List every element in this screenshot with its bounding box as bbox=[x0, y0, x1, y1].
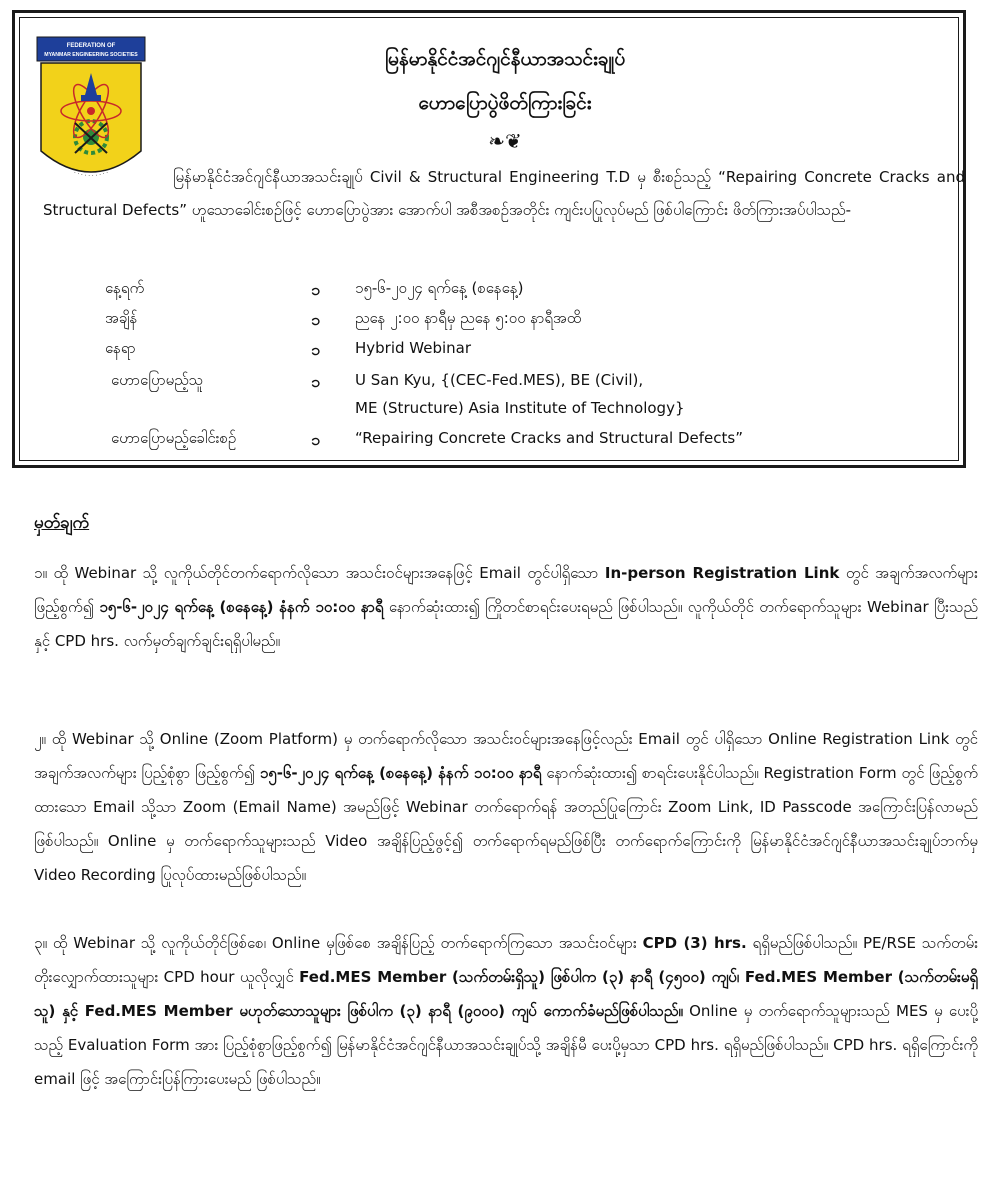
detail-separator: ၁ bbox=[311, 430, 320, 449]
detail-value: Hybrid Webinar bbox=[355, 339, 472, 357]
detail-row-topic bbox=[15, 429, 969, 459]
note-text: ရရှိမည်ဖြစ်ပါသည်။ PE/RSE သက်တမ်းတိုးလျှောက်ထားသူများ CPD hour ယူလိုလျှင် bbox=[34, 934, 978, 986]
note-text: နောက်ဆုံးထား၍ စာရင်းပေးနိုင်ပါသည်။ Registration Form တွင် ဖြည့်စွက်ထားသော Email သို့သာ Zoom (Email Name) အမည်ဖြင့် Webinar တက်ရောက်ရန် အတည်ပြုကြောင်း Zoom Link, ID Passcode အကြောင်းပြန်လာမည် ဖြစ်ပါသည်။ Online မှ တက်ရောက်သူများသည် Video အချိန်ပြည့်ဖွင့်၍ တက်ရောက်ရမည်ဖြစ်ပြီး တက်ရောက်ကြောင်းကို မြန်မာနိုင်ငံအင်ဂျင်နီယာအသင်းချုပ်ဘက်မှ Video Recording ပြုလုပ်ထားမည်ဖြစ်ပါသည်။ bbox=[34, 764, 978, 884]
svg-text:· · · · · · · · · ·: · · · · · · · · · · bbox=[72, 169, 110, 180]
detail-value: ME (Structure) Asia Institute of Technology} bbox=[355, 399, 685, 417]
note-text: နောက်ဆုံးထား၍ ကြိုတင်စာရင်းပေးရမည် ဖြစ်ပါသည်။ လူကိုယ်တိုင် တက်ရောက်သူများ Webinar ပြီးသည်နှင့် CPD hrs. လက်မှတ်ချက်ချင်းရရှိပါမည်။ bbox=[34, 598, 978, 650]
detail-separator: ၁ bbox=[311, 340, 320, 359]
detail-value: ၁၅-၆-၂၀၂၄ ရက်နေ့ (စနေနေ့) bbox=[355, 279, 524, 297]
intro-text: မြန်မာနိုင်ငံအင်ဂျင်နီယာအသင်းချုပ် Civil & Structural Engineering T.D မှ စီးစဉ်သည့် “Repairing Concrete Cracks and Structural Defects” ဟူသောခေါင်းစဉ်ဖြင့် ဟောပြောပွဲအား အောက်ပါ အစီအစဉ်အတိုင်း ကျင်းပပြုလုပ်မည် ဖြစ်ပါကြောင်း ဖိတ်ကြားအပ်ပါသည်- bbox=[43, 168, 965, 219]
note-text: ၃။ ထို Webinar သို့ လူကိုယ်တိုင်ဖြစ်စေ၊ Online မှဖြစ်စေ အချိန်ပြည့် တက်ရောက်ကြသော အသင်းဝင်များ bbox=[34, 934, 643, 952]
detail-separator: ၁ bbox=[311, 280, 320, 299]
detail-row-date bbox=[15, 279, 969, 309]
note-1 bbox=[34, 556, 978, 658]
note-emphasis: Fed.MES Member (သက်တမ်းရှိသူ) ဖြစ်ပါက (၃) နာရီ (၄၅၀၀) ကျပ်၊ Fed.MES Member (သက်တမ်းမရှိသူ) နှင့် Fed.MES Member မဟုတ်သောသူများ ဖြစ်ပါက (၃) နာရီ (၉၀၀၀) ကျပ် ကောက်ခံမည်ဖြစ်ပါသည်။ bbox=[34, 968, 978, 1020]
note-emphasis: ၁၅-၆-၂၀၂၄ ရက်နေ့ (စနေနေ့) နံနက် ၁၀:၀၀ နာရီ bbox=[99, 598, 384, 616]
announcement-box bbox=[12, 10, 966, 468]
org-title: မြန်မာနိုင်ငံအင်ဂျင်နီယာအသင်းချုပ် bbox=[384, 48, 626, 70]
detail-label: ဟောပြောမည့်ခေါင်းစဉ် bbox=[111, 429, 237, 447]
note-emphasis: CPD (3) hrs. bbox=[642, 934, 747, 952]
detail-label: အချိန် bbox=[105, 309, 138, 327]
detail-value: U San Kyu, {(CEC-Fed.MES), BE (Civil), bbox=[355, 371, 644, 389]
detail-value: “Repairing Concrete Cracks and Structural Defects” bbox=[355, 429, 743, 447]
note-2 bbox=[34, 722, 978, 892]
detail-row-time bbox=[15, 309, 969, 339]
svg-text:MYANMAR ENGINEERING SOCIETIES: MYANMAR ENGINEERING SOCIETIES bbox=[44, 52, 138, 58]
svg-text:FEDERATION OF: FEDERATION OF bbox=[66, 43, 116, 49]
detail-label: နေ့ရက် bbox=[105, 279, 145, 297]
note-3 bbox=[34, 926, 978, 1096]
detail-label: ဟောပြောမည့်သူ bbox=[111, 371, 204, 389]
detail-value: ညနေ ၂:၀၀ နာရီမှ ညနေ ၅:၀၀ နာရီအထိ bbox=[355, 309, 582, 327]
note-emphasis: ၁၅-၆-၂၀၂၄ ရက်နေ့ (စနေနေ့) နံနက် ၁၀:၀၀ နာရီ bbox=[259, 764, 542, 782]
note-text: Online မှ တက်ရောက်သူများသည် MES မှ ပေးပို့သည့် Evaluation Form အား ပြည့်စုံစွာဖြည့်စွက်၍ မြန်မာနိုင်ငံအင်ဂျင်နီယာအသင်းချုပ်သို့ အချိန်မီ ပေးပို့မှသာ CPD hrs. ရရှိမည်ဖြစ်ပါသည်။ CPD hrs. ရရှိကြောင်းကို email ဖြင့် အကြောင်းပြန်ကြားပေးမည် ဖြစ်ပါသည်။ bbox=[34, 1002, 978, 1088]
intro-paragraph bbox=[43, 161, 965, 227]
detail-label: နေရာ bbox=[105, 339, 136, 357]
note-text: ၂။ ထို Webinar သို့ Online (Zoom Platform) မှ တက်ရောက်လိုသော အသင်းဝင်များအနေဖြင့်လည်း Email တွင် ပါရှိသော Online Registration Link တွင် အချက်အလက်များ ပြည့်စုံစွာ ဖြည့်စွက်၍ bbox=[34, 730, 978, 782]
detail-separator: ၁ bbox=[311, 310, 320, 329]
announcement-title: ဟောပြောပွဲဖိတ်ကြားခြင်း bbox=[418, 92, 592, 114]
detail-separator: ၁ bbox=[311, 372, 320, 391]
notes-heading: မှတ်ချက် bbox=[34, 513, 90, 533]
note-text: ၁။ ထို Webinar သို့ လူကိုယ်တိုင်တက်ရောက်လိုသော အသင်းဝင်များအနေဖြင့် Email တွင်ပါရှိသော bbox=[34, 564, 605, 582]
note-text: တွင် အချက်အလက်များ ဖြည့်စွက်၍ bbox=[34, 564, 978, 616]
detail-row-speaker bbox=[15, 371, 969, 401]
note-emphasis: In-person Registration Link bbox=[604, 564, 840, 582]
detail-row-speaker-cont bbox=[15, 399, 969, 429]
detail-row-venue bbox=[15, 339, 969, 369]
ornament-flourish: ❧❦ bbox=[488, 129, 522, 153]
